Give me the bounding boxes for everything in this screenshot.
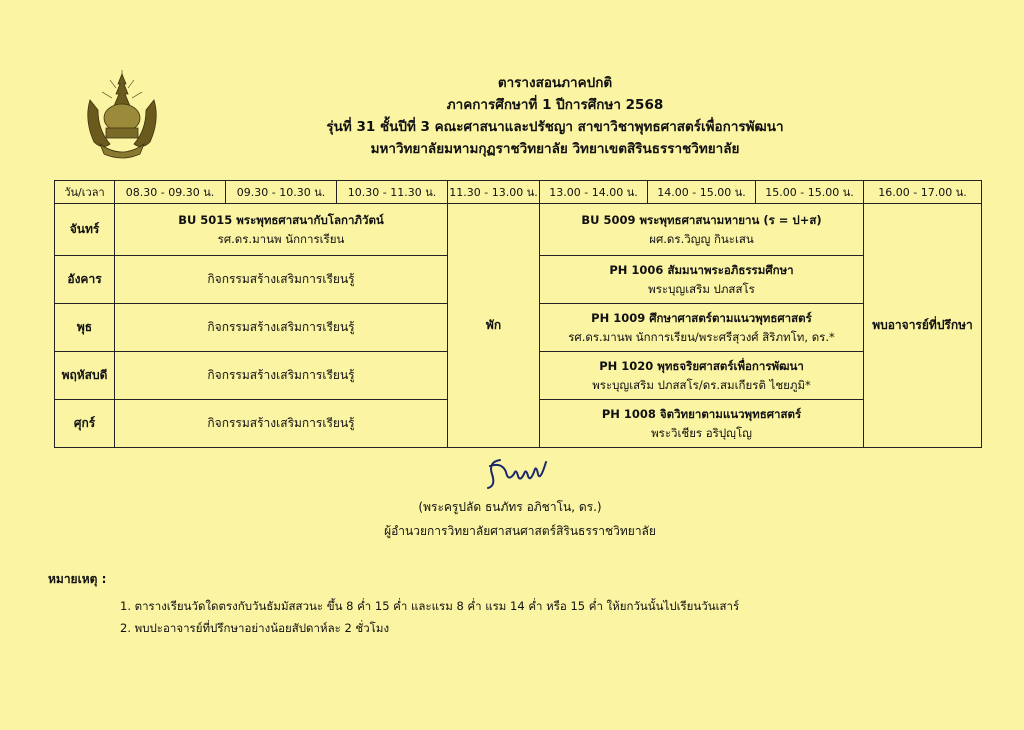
header-university: มหาวิทยาลัยมหามกุฏราชวิทยาลัย วิทยาเขตสิรินธรราชวิทยาลัย — [370, 141, 740, 157]
afternoon-class-cell — [540, 256, 864, 304]
university-seal-emblem — [80, 70, 164, 162]
header-program: รุ่นที่ 31 ชั้นปีที่ 3 คณะศาสนาและปรัชญา สาขาวิชาพุทธศาสตร์เพื่อการพัฒนา — [326, 119, 784, 135]
note-item: 2. พบปะอาจารย์ที่ปรึกษาอย่างน้อยสัปดาห์ละ 2 ชั่วโมง — [120, 621, 390, 635]
course-title: PH 1009 ศึกษาศาสตร์ตามแนวพุทธศาสตร์ — [591, 310, 812, 325]
course-title: PH 1008 จิตวิทยาตามแนวพุทธศาสตร์ — [601, 406, 802, 421]
course-teacher: รศ.ดร.มานพ นักการเรียน — [217, 231, 345, 246]
header-semester: ภาคการศึกษาที่ 1 ปีการศึกษา 2568 — [446, 97, 664, 113]
morning-activity-cell: กิจกรรมสร้างเสริมการเรียนรู้ — [115, 256, 448, 304]
course-title: PH 1020 พุทธจริยศาสตร์เพื่อการพัฒนา — [599, 358, 804, 373]
handwritten-signature — [470, 452, 560, 494]
table-row — [55, 204, 982, 256]
advisor-cell: พบอาจารย์ที่ปรึกษา — [864, 204, 982, 448]
signatory-title: ผู้อำนวยการวิทยาลัยศาสนศาสตร์สิรินธรราชวิทยาลัย — [384, 524, 656, 538]
course-teacher: ผศ.ดร.วิญญู กินะเสน — [649, 231, 754, 246]
break-cell: พัก — [448, 204, 540, 448]
course-teacher: พระบุญเสริม ปภสสโร — [648, 281, 755, 296]
day-label: พุธ — [55, 304, 115, 352]
corner-header: วัน/เวลา — [55, 181, 115, 204]
day-label: พฤหัสบดี — [55, 352, 115, 400]
morning-activity-cell: กิจกรรมสร้างเสริมการเรียนรู้ — [115, 352, 448, 400]
time-slot-header: 10.30 - 11.30 น. — [337, 181, 448, 204]
morning-activity-cell: กิจกรรมสร้างเสริมการเรียนรู้ — [115, 304, 448, 352]
day-label: จันทร์ — [55, 204, 115, 256]
notes-heading: หมายเหตุ : — [48, 572, 107, 586]
time-slot-header: 16.00 - 17.00 น. — [864, 181, 982, 204]
day-label: อังคาร — [55, 256, 115, 304]
morning-activity-cell: กิจกรรมสร้างเสริมการเรียนรู้ — [115, 400, 448, 448]
afternoon-class-cell — [540, 204, 864, 256]
day-label: ศุกร์ — [55, 400, 115, 448]
course-title: BU 5009 พระพุทธศาสนามหายาน (ร = ป+ส) — [581, 212, 822, 227]
afternoon-class-cell — [540, 304, 864, 352]
note-item: 1. ตารางเรียนวัดใดตรงกับวันธัมมัสสวนะ ขึ้น 8 ค่ำ 15 ค่ำ และแรม 8 ค่ำ แรม 14 ค่ำ หรือ 15 ค่ำ ให้ยกวันนั้นไปเรียนวันเสาร์ — [120, 599, 740, 613]
time-slot-header: 13.00 - 14.00 น. — [540, 181, 648, 204]
schedule-table — [54, 180, 982, 448]
time-slot-header: 09.30 - 10.30 น. — [226, 181, 337, 204]
afternoon-class-cell — [540, 400, 864, 448]
time-slot-header: 11.30 - 13.00 น. — [448, 181, 540, 204]
signatory-name: (พระครูปลัด ธนภัทร อภิชาโน, ดร.) — [418, 500, 602, 514]
time-slot-header: 15.00 - 15.00 น. — [756, 181, 864, 204]
time-slot-header: 14.00 - 15.00 น. — [648, 181, 756, 204]
course-title: BU 5015 พระพุทธศาสนากับโลกาภิวัตน์ — [178, 212, 384, 227]
course-teacher: พระบุญเสริม ปภสสโร/ดร.สมเกียรติ ไชยภูมิ* — [592, 377, 811, 392]
course-title: PH 1006 สัมมนาพระอภิธรรมศึกษา — [609, 262, 794, 277]
morning-class-cell — [115, 204, 448, 256]
document-header — [190, 72, 920, 160]
time-header-row — [55, 181, 982, 204]
course-teacher: รศ.ดร.มานพ นักการเรียน/พระศรีสุวงศ์ สิริภทโท, ดร.* — [568, 329, 835, 344]
header-title: ตารางสอนภาคปกติ — [497, 75, 613, 91]
course-teacher: พระวิเชียร อริปุญฺโญ — [651, 425, 752, 440]
time-slot-header: 08.30 - 09.30 น. — [115, 181, 226, 204]
afternoon-class-cell — [540, 352, 864, 400]
